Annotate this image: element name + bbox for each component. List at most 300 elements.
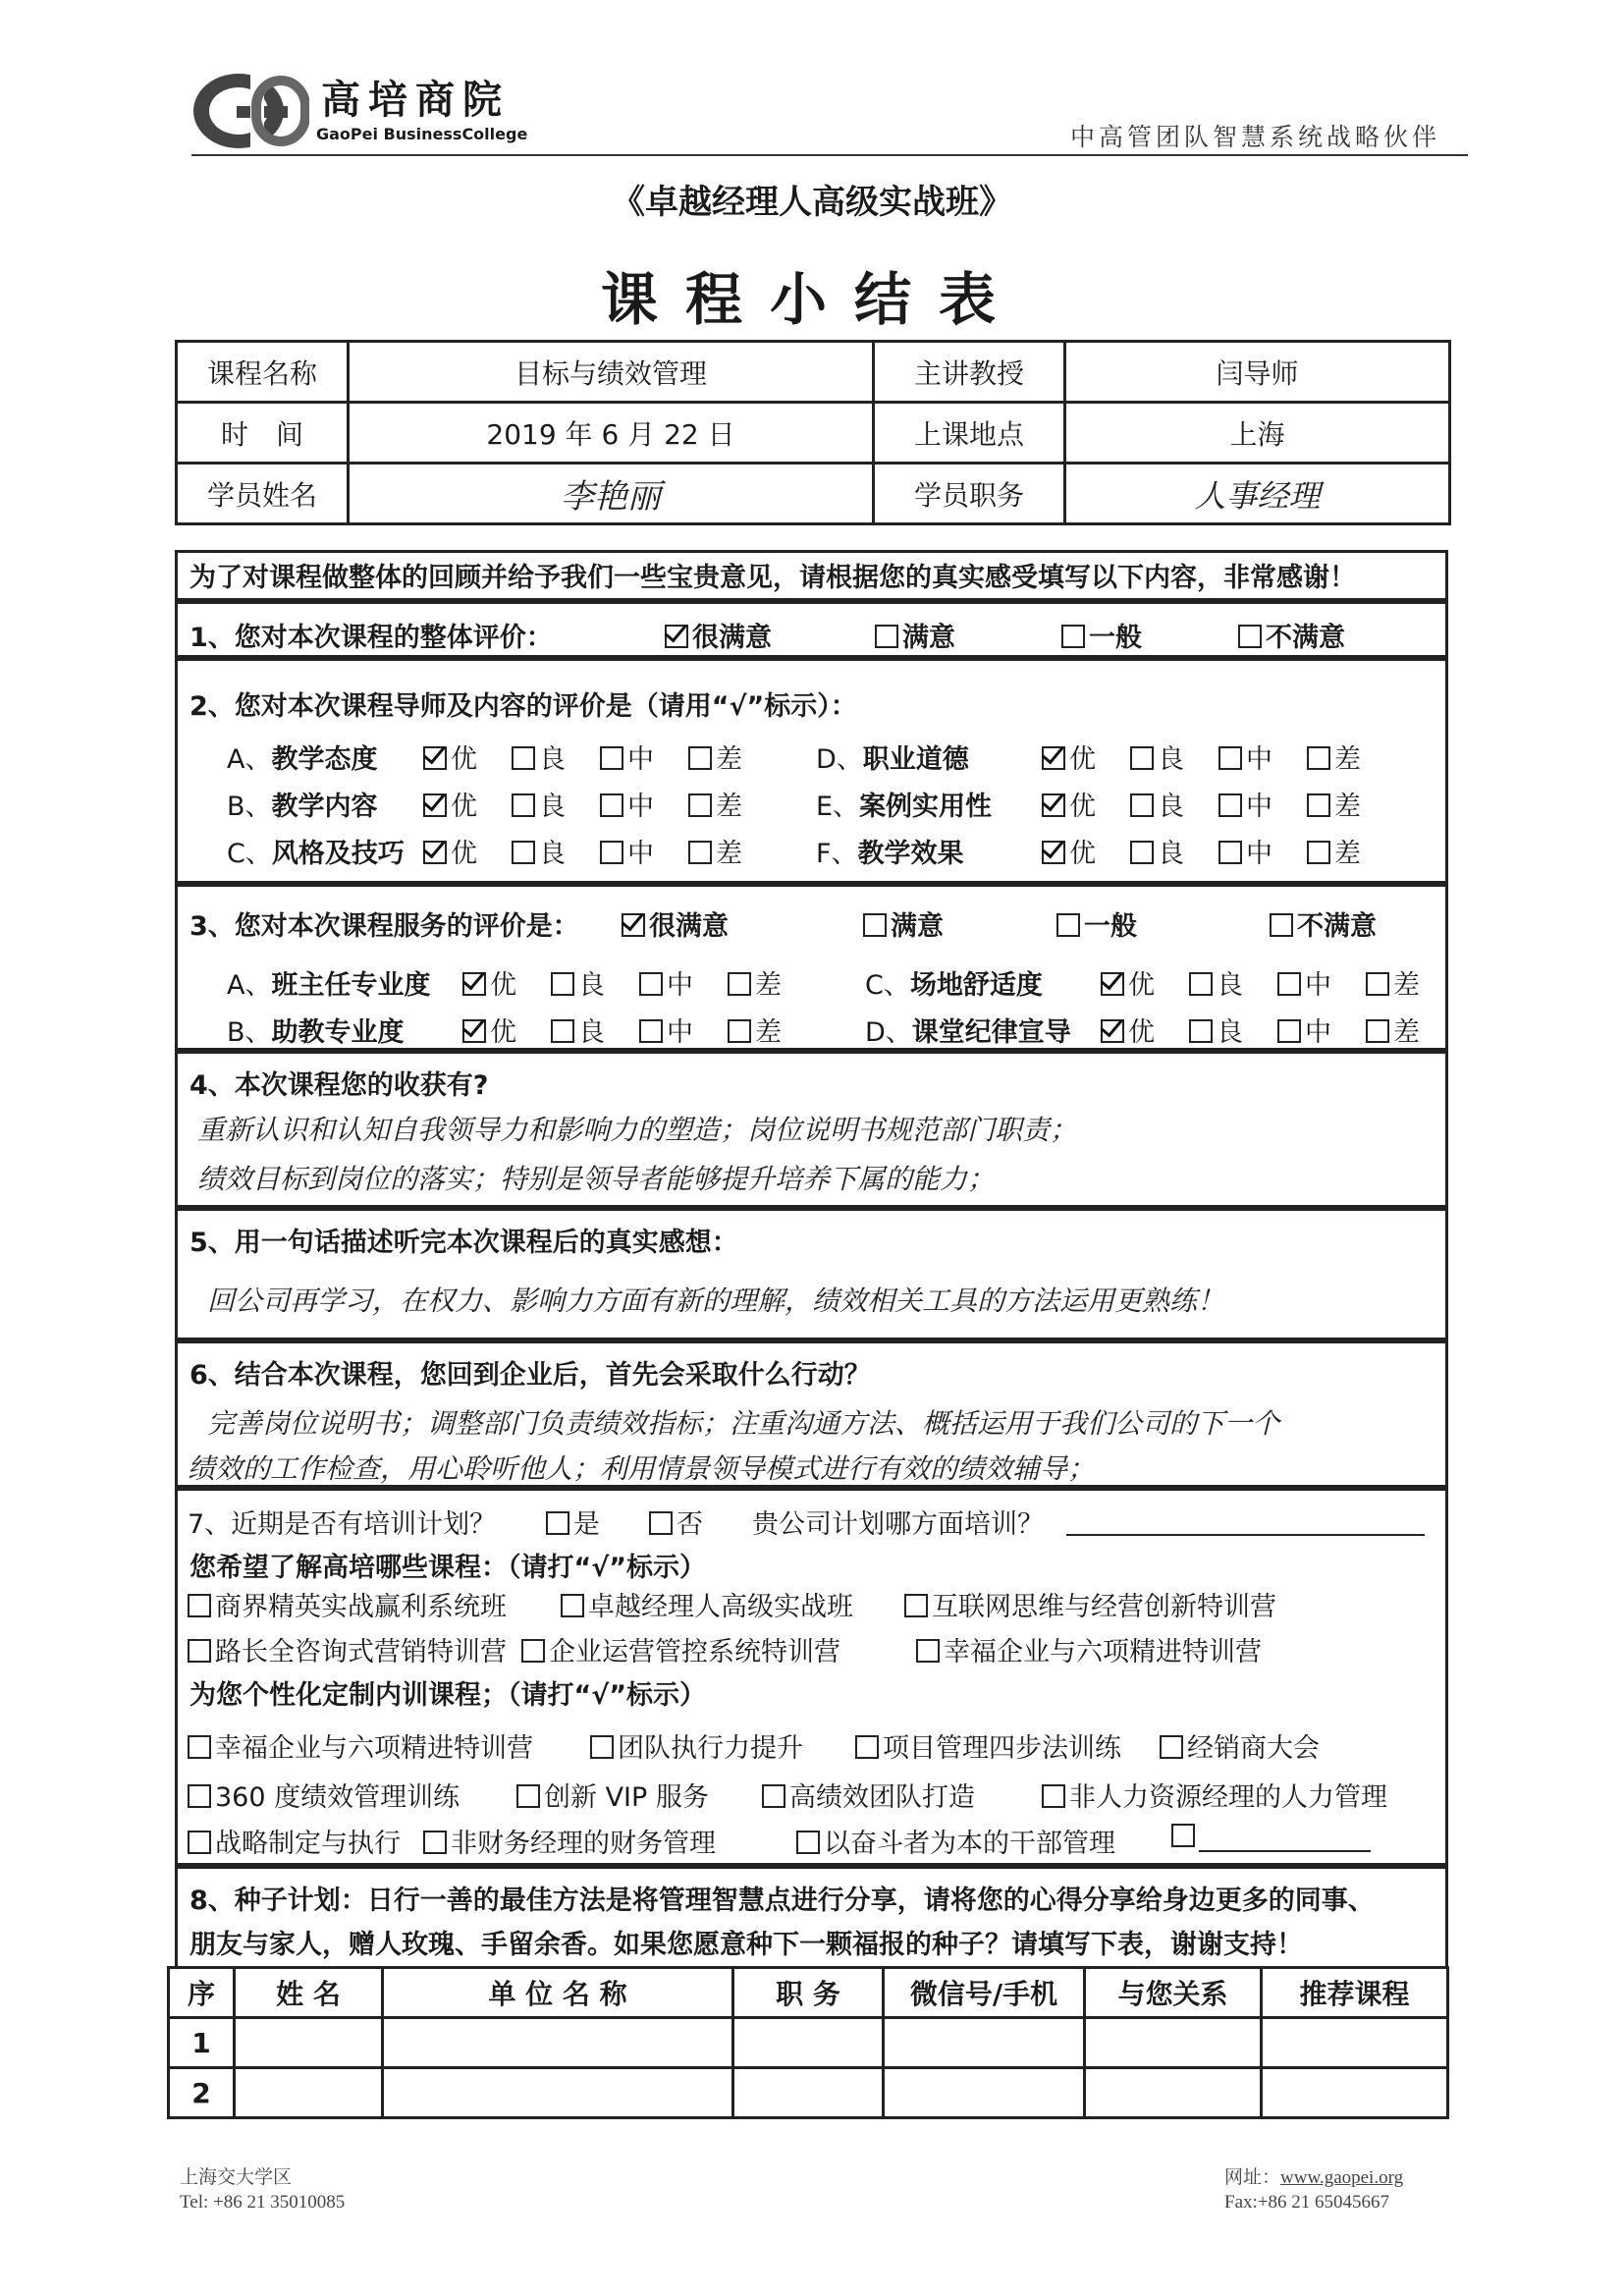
checkbox-icon xyxy=(600,793,623,817)
custom-courses-title: 为您个性化定制内训课程；（请打“√”标示） xyxy=(189,1680,706,1711)
checkbox-icon xyxy=(1189,972,1213,996)
course-name-value: 目标与绩效管理 xyxy=(349,342,874,403)
checkbox-icon xyxy=(188,1735,211,1759)
rating-item-name: 教学态度 xyxy=(271,744,378,775)
q3-option-average[interactable]: 一般 xyxy=(1056,904,1137,943)
rating-option-label: 中 xyxy=(627,744,654,775)
footer-contact xyxy=(1224,2165,1403,2214)
rating-option-label: 中 xyxy=(627,839,654,869)
q4-section xyxy=(175,1051,1448,1208)
q3-section xyxy=(175,884,1448,1051)
checkbox-icon xyxy=(1270,913,1293,937)
company-cell[interactable] xyxy=(383,2068,733,2118)
checkbox-icon xyxy=(1277,972,1301,996)
course-option-label: 商界精英实战赢利系统班 xyxy=(215,1592,507,1622)
course-option[interactable] xyxy=(904,1585,1276,1623)
position-label: 学员职务 xyxy=(874,464,1065,524)
wechat-cell[interactable] xyxy=(884,2068,1085,2118)
rating-option-label: 良 xyxy=(1158,792,1184,822)
rating-item-prefix: C、 xyxy=(227,839,272,869)
q1-option-very-satisfied[interactable]: 很满意 xyxy=(665,616,772,654)
custom-course-label: 团队执行力提升 xyxy=(618,1733,803,1764)
q4-answer-line1: 重新认识和认知自我领导力和影响力的塑造；岗位说明书规范部门职责； xyxy=(197,1114,1078,1146)
rating-option-label: 优 xyxy=(1069,839,1096,869)
rating-option-label: 差 xyxy=(755,970,782,1001)
rating-option[interactable] xyxy=(551,963,605,1002)
location-label: 上课地点 xyxy=(874,403,1065,464)
custom-course-label: 非人力资源经理的人力管理 xyxy=(1069,1782,1387,1813)
col-position: 职 务 xyxy=(733,1968,884,2018)
checkbox-icon xyxy=(1366,972,1389,996)
checkbox-icon xyxy=(462,1019,486,1043)
q3-option-unsatisfied[interactable]: 不满意 xyxy=(1270,904,1377,943)
checkbox-icon xyxy=(512,746,535,770)
checkbox-icon xyxy=(1307,746,1330,770)
position-cell[interactable] xyxy=(733,2018,884,2068)
name-cell[interactable] xyxy=(235,2018,383,2068)
gaopei-logo-icon xyxy=(191,71,309,151)
student-label: 学员姓名 xyxy=(177,464,349,524)
rating-option[interactable] xyxy=(551,1011,605,1049)
rating-item-label xyxy=(227,738,377,776)
rating-option[interactable] xyxy=(688,832,742,870)
rating-option[interactable] xyxy=(1218,832,1272,870)
series-title: 《卓越经理人高级实战班》 xyxy=(612,183,1012,222)
checkbox-icon xyxy=(639,972,663,996)
checkbox-icon xyxy=(728,972,751,996)
student-signature: 李艳丽 xyxy=(349,464,874,524)
rating-option-label: 中 xyxy=(667,970,693,1001)
checkbox-icon xyxy=(1130,793,1154,817)
rating-item-name: 助教专业度 xyxy=(271,1017,405,1048)
rating-item-prefix: A、 xyxy=(227,970,272,1001)
q3-option-very-satisfied[interactable]: 很满意 xyxy=(622,904,729,943)
rating-item-name: 课堂纪律宣导 xyxy=(911,1017,1071,1048)
header-divider xyxy=(191,154,1468,156)
checkbox-icon xyxy=(728,1019,751,1043)
recommend-cell[interactable] xyxy=(1262,2018,1448,2068)
rating-option-label: 差 xyxy=(716,744,742,775)
rating-option[interactable] xyxy=(639,1011,693,1049)
col-relation: 与您关系 xyxy=(1085,1968,1262,2018)
seed-table-header xyxy=(169,1968,1448,2018)
checkbox-icon xyxy=(188,1639,211,1663)
checkbox-icon xyxy=(688,841,712,864)
rating-option[interactable] xyxy=(600,785,654,823)
lecturer-value: 闫导师 xyxy=(1065,342,1450,403)
rating-option-label: 中 xyxy=(627,792,654,822)
rating-option-label: 良 xyxy=(1217,970,1243,1001)
time-value: 2019 年 6 月 22 日 xyxy=(349,403,874,464)
custom-course-option[interactable] xyxy=(855,1726,1121,1765)
rating-item-prefix: C、 xyxy=(865,970,910,1001)
q6-answer-line1: 完善岗位说明书；调整部门负责绩效指标；注重沟通方法、概括运用于我们公司的下一个 xyxy=(207,1407,1280,1440)
rating-option[interactable] xyxy=(1130,785,1184,823)
rating-option-label: 良 xyxy=(1158,839,1184,869)
table-row xyxy=(169,2018,1448,2068)
rating-item-label xyxy=(865,963,1043,1002)
tagline: 中高管团队智慧系统战略伙伴 xyxy=(1070,123,1441,151)
rating-option[interactable] xyxy=(728,963,782,1002)
seed-plan-table xyxy=(167,1966,1449,2119)
checkbox-icon xyxy=(600,841,623,864)
custom-course-label: 战略制定与执行 xyxy=(215,1829,401,1859)
rating-item-prefix: B、 xyxy=(227,1017,272,1048)
checkbox-icon xyxy=(1189,1019,1213,1043)
rating-option-label: 中 xyxy=(1305,1017,1331,1048)
brand-name: 高培商院 xyxy=(321,78,510,123)
intro-text: 为了对课程做整体的回顾并给予我们一些宝贵意见，请根据您的真实感受填写以下内容，非常感谢！ xyxy=(175,550,1448,601)
rating-option[interactable] xyxy=(1130,738,1184,776)
custom-course-option[interactable] xyxy=(516,1776,709,1814)
rating-option-label: 优 xyxy=(1128,970,1155,1001)
rating-option-label: 良 xyxy=(539,792,566,822)
rating-option-label: 良 xyxy=(539,839,566,869)
rating-option-label: 差 xyxy=(1334,744,1361,775)
rating-option[interactable] xyxy=(423,832,477,870)
relation-cell[interactable] xyxy=(1085,2068,1262,2118)
rating-option-label: 优 xyxy=(451,792,477,822)
relation-cell[interactable] xyxy=(1085,2018,1262,2068)
rating-option-label: 差 xyxy=(1393,1017,1420,1048)
rating-option[interactable] xyxy=(688,738,742,776)
plan-input-line[interactable] xyxy=(1066,1534,1425,1536)
rating-option[interactable] xyxy=(1130,832,1184,870)
custom-course-label: 项目管理四步法训练 xyxy=(883,1733,1121,1764)
rating-item-label xyxy=(227,1011,405,1049)
checkbox-icon xyxy=(855,1735,879,1759)
rating-item-name: 风格及技巧 xyxy=(271,839,405,869)
checkbox-icon xyxy=(1042,793,1065,817)
checkbox-icon xyxy=(423,1831,447,1854)
custom-course-label: 非财务经理的财务管理 xyxy=(451,1829,716,1859)
checkbox-icon xyxy=(1130,746,1154,770)
checkbox-icon xyxy=(512,793,535,817)
form-title: 课程小结表 xyxy=(600,266,1023,333)
wechat-cell[interactable] xyxy=(884,2018,1085,2068)
q8-title-line1: 8、种子计划：日行一善的最佳方法是将管理智慧点进行分享，请将您的心得分享给身边更多的同事、 xyxy=(189,1886,1375,1916)
rating-option-label: 良 xyxy=(1217,1017,1243,1048)
position-cell[interactable] xyxy=(733,2068,884,2118)
time-label: 时 间 xyxy=(177,403,349,464)
checkbox-icon xyxy=(551,972,574,996)
checkbox-icon xyxy=(516,1784,540,1808)
checkbox-icon xyxy=(1307,793,1330,817)
q7-plan-question: 贵公司计划哪方面培训？ xyxy=(752,1509,1044,1540)
custom-course-option[interactable] xyxy=(188,1822,401,1860)
checkbox-icon xyxy=(1238,625,1262,648)
checkbox-icon xyxy=(1101,1019,1124,1043)
checkbox-icon xyxy=(423,793,447,817)
checkbox-icon xyxy=(863,913,887,937)
rating-option[interactable] xyxy=(639,963,693,1002)
rating-option-label: 优 xyxy=(1069,744,1096,775)
rating-item-label xyxy=(865,1011,1071,1049)
rating-item-prefix: A、 xyxy=(227,744,272,775)
rating-item-label xyxy=(227,963,430,1002)
checkbox-icon xyxy=(639,1019,663,1043)
checkbox-icon xyxy=(546,1511,569,1535)
rating-option[interactable] xyxy=(688,785,742,823)
rating-option-label: 优 xyxy=(1069,792,1096,822)
course-option-label: 路长全咨询式营销特训营 xyxy=(215,1637,507,1667)
rating-item-label xyxy=(227,832,405,870)
q5-section xyxy=(175,1208,1448,1340)
checkbox-icon xyxy=(916,1639,940,1663)
rating-item-prefix: D、 xyxy=(865,1017,912,1048)
course-option-label: 互联网思维与经营创新特训营 xyxy=(932,1592,1276,1622)
q7-title: 7、近期是否有培训计划？ xyxy=(188,1509,497,1540)
rating-option-label: 优 xyxy=(490,970,516,1001)
q6-title: 6、结合本次课程，您回到企业后，首先会采取什么行动？ xyxy=(189,1360,871,1391)
location-value: 上海 xyxy=(1065,403,1450,464)
custom-course-option[interactable] xyxy=(590,1726,803,1765)
rating-item-name: 场地舒适度 xyxy=(909,970,1043,1001)
rating-option[interactable] xyxy=(1307,832,1361,870)
rating-option[interactable] xyxy=(1307,738,1361,776)
rating-option[interactable] xyxy=(600,832,654,870)
custom-course-label: 创新 VIP 服务 xyxy=(544,1782,709,1813)
rating-option-label: 良 xyxy=(1158,744,1184,775)
checkbox-icon xyxy=(1160,1735,1183,1759)
custom-course-label: 高绩效团队打造 xyxy=(789,1782,975,1813)
custom-course-option[interactable] xyxy=(423,1822,716,1860)
q4-answer-line2: 绩效目标到岗位的落实；特别是领导者能够提升培养下属的能力； xyxy=(197,1163,996,1195)
footer-address xyxy=(180,2165,345,2214)
rating-option[interactable] xyxy=(1366,1011,1420,1049)
checkbox-icon xyxy=(796,1831,820,1854)
q1-option-unsatisfied[interactable]: 不满意 xyxy=(1238,616,1345,654)
rating-option-label: 中 xyxy=(1305,970,1331,1001)
q1-option-satisfied[interactable]: 满意 xyxy=(875,616,955,654)
rating-option-label: 优 xyxy=(451,839,477,869)
rating-option[interactable] xyxy=(1277,1011,1331,1049)
rating-option[interactable] xyxy=(512,832,566,870)
rating-option[interactable] xyxy=(1042,738,1096,776)
col-name: 姓 名 xyxy=(235,1968,383,2018)
q6-section xyxy=(175,1340,1448,1488)
custom-course-option[interactable] xyxy=(1042,1776,1387,1814)
rating-option[interactable] xyxy=(512,738,566,776)
q1-title: 1、您对本次课程的整体评价： xyxy=(189,623,553,653)
checkbox-icon xyxy=(1218,841,1242,864)
custom-course-label: 360 度绩效管理训练 xyxy=(215,1782,460,1813)
rating-option[interactable] xyxy=(462,1011,516,1049)
checkbox-icon xyxy=(423,841,447,864)
course-option[interactable] xyxy=(561,1585,853,1623)
course-option-label: 幸福企业与六项精进特训营 xyxy=(944,1637,1262,1667)
rating-item-name: 教学效果 xyxy=(857,839,964,869)
table-row xyxy=(169,2068,1448,2118)
checkbox-icon xyxy=(688,746,712,770)
course-option[interactable] xyxy=(916,1630,1262,1668)
rating-option-label: 良 xyxy=(578,1017,605,1048)
checkbox-icon xyxy=(188,1594,211,1617)
rating-option[interactable] xyxy=(512,785,566,823)
rating-option-label: 优 xyxy=(451,744,477,775)
checkbox-icon xyxy=(1101,972,1124,996)
q3-option-satisfied[interactable]: 满意 xyxy=(863,904,944,943)
recommend-cell[interactable] xyxy=(1262,2068,1448,2118)
checkbox-icon xyxy=(1056,913,1080,937)
rating-option[interactable] xyxy=(600,738,654,776)
footer-campus: 上海交大学区 xyxy=(180,2167,293,2188)
rating-option[interactable] xyxy=(1042,832,1096,870)
custom-other-option[interactable] xyxy=(1171,1822,1199,1852)
col-recommend: 推荐课程 xyxy=(1262,1968,1448,2018)
checkbox-icon xyxy=(1218,746,1242,770)
checkbox-icon xyxy=(688,793,712,817)
custom-course-label: 幸福企业与六项精进特训营 xyxy=(215,1733,533,1764)
rating-option[interactable] xyxy=(1042,785,1096,823)
lecturer-label: 主讲教授 xyxy=(874,342,1065,403)
rating-option[interactable] xyxy=(1101,963,1155,1002)
rating-item-prefix: E、 xyxy=(816,792,860,822)
row-index: 1 xyxy=(169,2018,235,2068)
q8-section xyxy=(175,1866,1448,1966)
course-name-label: 课程名称 xyxy=(177,342,349,403)
checkbox-icon xyxy=(1307,841,1330,864)
rating-option-label: 差 xyxy=(755,1017,782,1048)
checkbox-icon xyxy=(904,1594,928,1617)
custom-course-option[interactable] xyxy=(762,1776,975,1814)
checkbox-icon xyxy=(762,1784,785,1808)
rating-option-label: 中 xyxy=(1246,744,1272,775)
q1-section xyxy=(175,601,1448,658)
footer-tel: Tel: +86 21 35010085 xyxy=(180,2192,346,2213)
checkbox-icon xyxy=(1061,625,1085,648)
rating-item-name: 教学内容 xyxy=(271,792,378,822)
col-company: 单 位 名 称 xyxy=(383,1968,733,2018)
rating-option[interactable] xyxy=(1189,963,1243,1002)
checkbox-icon xyxy=(1277,1019,1301,1043)
rating-option-label: 优 xyxy=(1128,1017,1155,1048)
rating-option-label: 差 xyxy=(716,839,742,869)
checkbox-icon xyxy=(423,746,447,770)
rating-option-label: 良 xyxy=(578,970,605,1001)
rating-item-name: 职业道德 xyxy=(862,744,969,775)
checkbox-icon xyxy=(512,841,535,864)
rating-option-label: 差 xyxy=(1393,970,1420,1001)
footer-web-label: 网址： xyxy=(1224,2167,1281,2188)
rating-item-label xyxy=(816,738,969,776)
course-option[interactable] xyxy=(188,1585,507,1623)
custom-other-input-line[interactable] xyxy=(1199,1850,1371,1852)
course-option-label: 卓越经理人高级实战班 xyxy=(588,1592,853,1622)
custom-course-option[interactable] xyxy=(796,1822,1115,1860)
position-value: 人事经理 xyxy=(1065,464,1450,524)
rating-option[interactable] xyxy=(423,738,477,776)
footer-fax: Fax:+86 21 65045667 xyxy=(1224,2192,1389,2213)
checkbox-icon xyxy=(649,1511,673,1535)
row-index: 2 xyxy=(169,2068,235,2118)
checkbox-icon xyxy=(188,1831,211,1854)
rating-option[interactable] xyxy=(1366,963,1420,1002)
brand-name-en: GaoPei BusinessCollege xyxy=(316,125,528,143)
rating-option[interactable] xyxy=(1101,1011,1155,1049)
rating-item-name: 案例实用性 xyxy=(859,792,993,822)
rating-item-prefix: D、 xyxy=(816,744,863,775)
q1-option-average[interactable]: 一般 xyxy=(1061,616,1142,654)
rating-item-label xyxy=(227,785,378,823)
custom-course-option[interactable] xyxy=(1160,1726,1320,1765)
checkbox-icon xyxy=(1218,793,1242,817)
rating-option[interactable] xyxy=(728,1011,782,1049)
rating-item-label xyxy=(816,832,964,870)
rating-item-label xyxy=(816,785,992,823)
checkbox-icon xyxy=(1042,1784,1065,1808)
checkbox-icon xyxy=(1130,841,1154,864)
q7-option-no[interactable]: 否 xyxy=(649,1503,703,1541)
checkbox-icon xyxy=(875,625,898,648)
courses-title: 您希望了解高培哪些课程：（请打“√”标示） xyxy=(189,1553,706,1583)
checkbox-icon xyxy=(188,1784,211,1808)
custom-course-label: 以奋斗者为本的干部管理 xyxy=(824,1829,1115,1859)
rating-option[interactable] xyxy=(1277,963,1331,1002)
q5-title: 5、用一句话描述听完本次课程后的真实感想： xyxy=(189,1228,738,1258)
q7-section xyxy=(175,1488,1448,1866)
checkbox-icon xyxy=(551,1019,574,1043)
col-index: 序 xyxy=(169,1968,235,2018)
rating-option[interactable] xyxy=(462,963,516,1002)
q3-title: 3、您对本次课程服务的评价是： xyxy=(189,911,579,942)
checkbox-icon xyxy=(462,972,486,996)
col-wechat: 微信号/手机 xyxy=(884,1968,1085,2018)
q2-section xyxy=(175,658,1448,884)
checkbox-icon xyxy=(1366,1019,1389,1043)
rating-option-label: 中 xyxy=(667,1017,693,1048)
rating-option-label: 差 xyxy=(716,792,742,822)
custom-course-option[interactable] xyxy=(188,1776,460,1814)
checkbox-icon xyxy=(665,625,688,648)
course-option[interactable] xyxy=(188,1630,507,1668)
rating-item-name: 班主任专业度 xyxy=(271,970,431,1001)
q6-answer-line2: 绩效的工作检查，用心聆听他人；利用情景领导模式进行有效的绩效辅导； xyxy=(188,1452,1096,1485)
rating-item-prefix: B、 xyxy=(227,792,272,822)
rating-option-label: 中 xyxy=(1246,792,1272,822)
rating-option-label: 差 xyxy=(1334,792,1361,822)
rating-option[interactable] xyxy=(423,785,477,823)
q4-title: 4、本次课程您的收获有? xyxy=(189,1070,489,1101)
rating-option[interactable] xyxy=(1218,738,1272,776)
checkbox-icon xyxy=(1171,1824,1195,1847)
checkbox-icon xyxy=(1042,746,1065,770)
course-info-table xyxy=(175,340,1451,525)
q8-title-line2: 朋友与家人，赠人玫瑰、手留余香。如果您愿意种下一颗福报的种子？请填写下表，谢谢支持！ xyxy=(189,1930,1303,1960)
checkbox-icon xyxy=(561,1594,584,1617)
rating-option[interactable] xyxy=(1218,785,1272,823)
course-option-label: 企业运营管控系统特训营 xyxy=(549,1637,840,1667)
course-option[interactable] xyxy=(521,1630,840,1668)
checkbox-icon xyxy=(521,1639,545,1663)
checkbox-icon xyxy=(1042,841,1065,864)
rating-option-label: 中 xyxy=(1246,839,1272,869)
company-cell[interactable] xyxy=(383,2018,733,2068)
rating-option[interactable] xyxy=(1307,785,1361,823)
q5-answer: 回公司再学习，在权力、影响力方面有新的理解，绩效相关工具的方法运用更熟练！ xyxy=(207,1285,1225,1317)
custom-course-option[interactable] xyxy=(188,1726,533,1765)
rating-option-label: 优 xyxy=(490,1017,516,1048)
rating-item-prefix: F、 xyxy=(816,839,858,869)
checkbox-icon xyxy=(622,913,645,937)
footer-website-link[interactable]: www.gaopei.org xyxy=(1280,2167,1404,2188)
rating-option-label: 差 xyxy=(1334,839,1361,869)
name-cell[interactable] xyxy=(235,2068,383,2118)
rating-option[interactable] xyxy=(1189,1011,1243,1049)
custom-course-label: 经销商大会 xyxy=(1187,1733,1320,1764)
checkbox-icon xyxy=(600,746,623,770)
q7-option-yes[interactable]: 是 xyxy=(546,1503,600,1541)
